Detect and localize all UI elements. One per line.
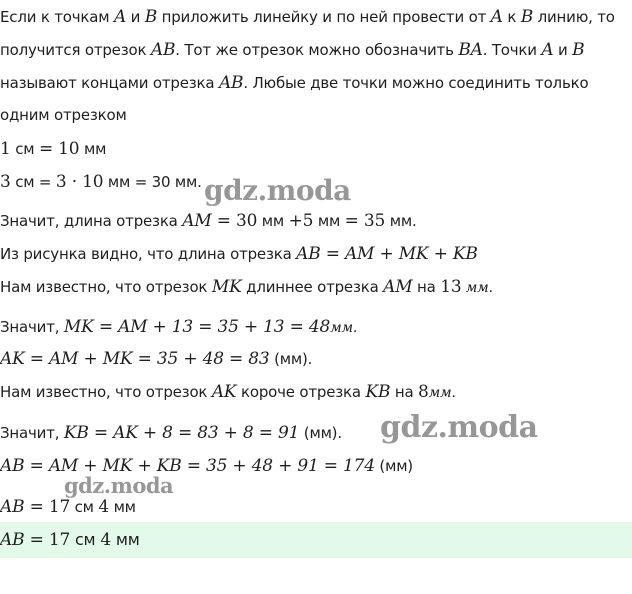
- unit: см: [70, 498, 99, 516]
- unit: мм: [257, 212, 289, 230]
- segment-KB: KB: [365, 382, 391, 402]
- unit: мм.: [385, 212, 417, 230]
- text: см =: [10, 173, 56, 191]
- solution-line-3: [0, 211, 417, 231]
- solution-line-4: [0, 244, 478, 264]
- number: +5: [288, 211, 314, 231]
- text: Из рисунка видно, что длина отрезка: [0, 245, 297, 263]
- text: Нам известно, что отрезок: [0, 278, 212, 296]
- segment-MK: MK: [211, 277, 242, 297]
- number: 4: [100, 530, 111, 550]
- theory-line-2: [0, 40, 584, 60]
- answer-box: [0, 522, 632, 558]
- segment-AB: AB: [0, 530, 25, 550]
- text: короче отрезка: [236, 383, 366, 401]
- text: называют концами отрезка: [0, 74, 219, 92]
- text: приложить линейку и по ней провести от: [157, 8, 491, 26]
- unit: (мм).: [269, 350, 313, 368]
- unit: мм: [313, 212, 345, 230]
- unit: мм: [109, 498, 136, 516]
- segment-AM: AM: [383, 277, 413, 297]
- theory-line-4: одним отрезком: [0, 106, 127, 124]
- point-B: B: [572, 40, 585, 60]
- answer-line: [0, 530, 140, 550]
- watermark: gdz.moda: [380, 410, 538, 445]
- number: = 17: [24, 530, 71, 550]
- solution-line-9: [0, 423, 342, 443]
- solution-line-1: [0, 139, 106, 159]
- solution-line-10: [0, 456, 413, 476]
- point-A: A: [490, 7, 503, 27]
- text: к: [502, 8, 521, 26]
- text: Значит,: [0, 424, 64, 442]
- number: = 35: [344, 211, 386, 231]
- segment-AB: AB: [150, 40, 176, 60]
- unit: см: [70, 530, 101, 549]
- solution-line-6: [0, 317, 357, 337]
- segment-AK: AK: [211, 382, 237, 402]
- unit: мм.: [461, 280, 493, 296]
- solution-line-8: [0, 382, 456, 402]
- number: = 30: [211, 211, 258, 231]
- theory-line-3: [0, 73, 588, 93]
- formula: AB = AM + MK + KB: [296, 244, 478, 264]
- text: на: [412, 278, 441, 296]
- unit: мм: [79, 140, 107, 158]
- segment-AB: AB: [0, 497, 25, 517]
- segment-BA: BA: [458, 40, 483, 60]
- point-B: B: [520, 7, 534, 27]
- text: длиннее отрезка: [241, 278, 384, 296]
- expression: 3 · 10: [55, 172, 104, 192]
- text: Если к точкам: [0, 8, 114, 26]
- text: на: [390, 383, 419, 401]
- formula: KB = AK + 8 = 83 + 8 = 91: [63, 423, 300, 443]
- number: 13: [440, 277, 462, 297]
- number: 3: [0, 172, 11, 192]
- text: и: [126, 8, 145, 26]
- point-A: A: [113, 7, 127, 27]
- unit: (мм).: [299, 424, 342, 442]
- segment-AM: AM: [182, 211, 212, 231]
- solution-line-11: [0, 497, 136, 517]
- formula: AK = AM + MK = 35 + 48 = 83: [0, 349, 270, 369]
- text: получится отрезок: [0, 41, 151, 59]
- number: 1: [0, 139, 11, 159]
- unit: мм.: [428, 385, 456, 401]
- solution-line-2: [0, 172, 202, 192]
- point-A: A: [541, 40, 554, 60]
- text: Нам известно, что отрезок: [0, 383, 212, 401]
- text: Значит, длина отрезка: [0, 212, 183, 230]
- unit: мм.: [330, 320, 358, 336]
- solution-line-7: [0, 349, 312, 369]
- text: . Тот же отрезок можно обозначить: [175, 41, 459, 59]
- number: = 17: [24, 497, 71, 517]
- solution-line-5: [0, 277, 493, 297]
- text: . Любые две точки можно соединить только: [243, 74, 589, 92]
- formula: MK = AM + 13 = 35 + 13 = 48: [63, 317, 331, 337]
- theory-line-1: [0, 7, 615, 27]
- point-B: B: [144, 7, 158, 27]
- text: Значит,: [0, 318, 64, 336]
- unit: (мм): [374, 457, 413, 475]
- watermark: gdz.moda: [204, 174, 351, 207]
- formula: AB = AM + MK + KB = 35 + 48 + 91 = 174: [0, 456, 375, 476]
- watermark: gdz.moda: [64, 473, 174, 498]
- unit: см: [10, 140, 39, 158]
- text: мм = 30 мм.: [103, 173, 202, 191]
- text: линию, то: [533, 8, 615, 26]
- number: 4: [98, 497, 109, 517]
- segment-AB: AB: [218, 73, 244, 93]
- number: 8: [418, 382, 429, 402]
- number: = 10: [38, 139, 80, 159]
- text: . Точки: [482, 41, 542, 59]
- unit: мм: [110, 530, 140, 549]
- text: и: [553, 41, 573, 59]
